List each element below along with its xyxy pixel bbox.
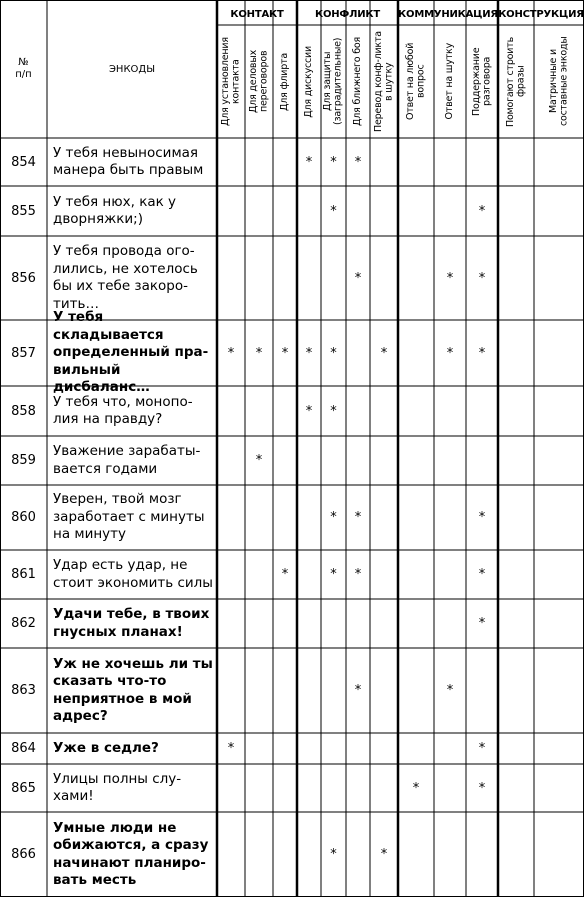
mark-asterisk: *: [380, 847, 388, 862]
row-number: 858: [11, 403, 36, 419]
encode-text: Уж не хочешь ли ты сказать что-то неприятное в мой адрес?: [53, 655, 213, 724]
mark-asterisk: *: [478, 510, 486, 525]
mark-asterisk: *: [354, 510, 362, 525]
mark-asterisk: *: [305, 403, 313, 419]
mark-asterisk: *: [281, 567, 289, 582]
row-number: 866: [11, 847, 36, 862]
mark-asterisk: *: [330, 403, 337, 419]
mark-asterisk: *: [446, 683, 454, 698]
row-number: 859: [11, 453, 36, 468]
column-header-label: Ответ на любой вопрос: [404, 42, 426, 121]
group-communication: КОММУНИКАЦИЯ: [398, 8, 498, 20]
mark-asterisk: *: [330, 567, 337, 582]
column-header-label: Для деловых переговоров: [247, 49, 269, 114]
encode-text: У тебя невыносимая манера быть правым: [53, 144, 204, 178]
column-header-label: Для дискуссии: [302, 45, 314, 118]
row-number: 855: [11, 203, 36, 219]
mark-asterisk: *: [330, 510, 337, 525]
group-conflict: КОНФЛИКТ: [314, 8, 381, 20]
column-header-label: Для защиты (заградительные): [322, 37, 344, 126]
row-number: 861: [11, 567, 36, 582]
mark-asterisk: *: [478, 741, 486, 756]
row-number: 860: [11, 510, 36, 525]
mark-asterisk: *: [354, 567, 362, 582]
mark-asterisk: *: [255, 345, 263, 361]
column-header: [534, 27, 584, 136]
row-number: 863: [11, 683, 36, 698]
encode-text: Уверен, твой мозг заработает с минуты на минуту: [53, 491, 205, 543]
row-number: 854: [11, 154, 36, 170]
column-header: [466, 27, 498, 136]
mark-asterisk: *: [446, 345, 454, 361]
encode-text: Уже в седле?: [53, 739, 159, 756]
mark-asterisk: *: [305, 154, 313, 170]
column-header: [498, 27, 534, 136]
encode-text: У тебя складывается определенный пра-вильный дисбаланс…: [53, 309, 209, 396]
encode-text: Удар есть удар, не стоит экономить силы: [53, 557, 213, 591]
encode-text: У тебя нюх, как у дворняжки;): [53, 193, 177, 227]
mark-asterisk: *: [412, 780, 420, 796]
mark-asterisk: *: [354, 154, 362, 170]
mark-asterisk: *: [281, 345, 289, 361]
column-header: [370, 27, 398, 136]
group-construction: КОНСТРУКЦИЯ: [498, 8, 584, 20]
mark-asterisk: *: [478, 345, 486, 361]
encode-text: У тебя провода ого-лились, не хотелось бы их тебе закоро-тить…: [53, 243, 198, 312]
column-header-label: Перевод конф-ликта в шутку: [372, 31, 394, 132]
row-number: 857: [11, 345, 36, 361]
mark-asterisk: *: [478, 616, 486, 631]
column-header-label: Помогают строить фразы: [504, 36, 526, 127]
mark-asterisk: *: [330, 847, 337, 862]
column-header-label: Матричные и составные энкоды: [547, 36, 569, 127]
row-number: 864: [11, 741, 36, 756]
column-header: [297, 27, 321, 136]
column-header: [273, 27, 297, 136]
mark-asterisk: *: [446, 270, 454, 286]
mark-asterisk: *: [380, 345, 388, 361]
mark-asterisk: *: [227, 741, 235, 756]
encode-text: Улицы полны слу-хами!: [53, 770, 182, 804]
mark-asterisk: *: [330, 345, 337, 361]
mark-asterisk: *: [305, 345, 313, 361]
column-header: [245, 27, 273, 136]
mark-asterisk: *: [478, 780, 486, 796]
column-header: [321, 27, 346, 136]
mark-asterisk: *: [478, 567, 486, 582]
header-encodes: ЭНКОДЫ: [108, 63, 156, 75]
mark-asterisk: *: [478, 270, 486, 286]
column-header: [217, 27, 245, 136]
encode-text: Удачи тебе, в твоих гнусных планах!: [53, 606, 210, 640]
column-header-label: Для ближнего боя: [351, 37, 363, 126]
encode-text: Уважение зарабаты-вается годами: [53, 443, 201, 477]
header-number: № п/п: [15, 57, 32, 80]
row-number: 856: [11, 270, 36, 286]
column-header: [434, 27, 466, 136]
column-header-label: Поддержание разговора: [470, 47, 492, 116]
row-number: 865: [11, 780, 36, 796]
mark-asterisk: *: [478, 203, 486, 219]
mark-asterisk: *: [330, 154, 337, 170]
column-header-label: Ответ на шутку: [443, 43, 455, 120]
encode-text: Умные люди не обижаются, а сразу начинают планиро-вать месть: [53, 819, 209, 888]
group-contact: КОНТАКТ: [230, 8, 284, 20]
mark-asterisk: *: [354, 270, 362, 286]
column-header: [398, 27, 434, 136]
column-header-label: Для флирта: [278, 52, 290, 111]
mark-asterisk: *: [354, 683, 362, 698]
column-header: [346, 27, 370, 136]
mark-asterisk: *: [255, 453, 263, 468]
mark-asterisk: *: [330, 203, 337, 219]
mark-asterisk: *: [227, 345, 235, 361]
row-number: 862: [11, 616, 36, 631]
column-header-label: Для установления контакта: [219, 37, 241, 126]
encode-text: У тебя что, монопо-лия на правду?: [53, 393, 193, 427]
